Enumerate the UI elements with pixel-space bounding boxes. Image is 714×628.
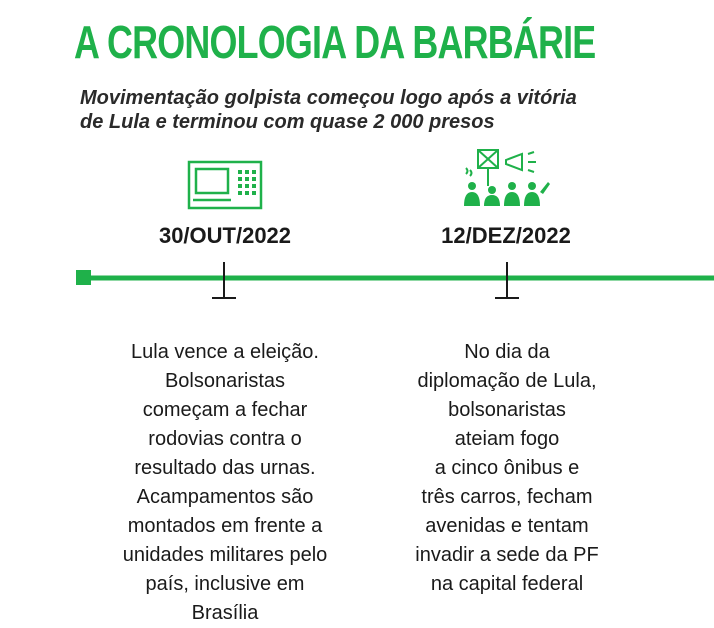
description-line: invadir a sede da PF: [415, 544, 599, 566]
description-line: três carros, fecham: [421, 486, 593, 508]
subtitle-line: de Lula e terminou com quase 2 000 presos: [80, 111, 495, 133]
event-description: [100, 338, 350, 628]
event-date: 30/OUT/2022: [158, 223, 292, 248]
description-line: Lula vence a eleição.: [131, 341, 319, 363]
event-date: 12/DEZ/2022: [441, 223, 571, 248]
description-line: rodovias contra o: [148, 428, 302, 450]
subtitle-line: Movimentação golpista começou logo após a vitória: [80, 87, 577, 109]
description-line: No dia da: [464, 341, 550, 363]
description-line: ateiam fogo: [454, 428, 560, 450]
description-line: avenidas e tentam: [425, 515, 589, 537]
description-line: Brasília: [191, 602, 259, 624]
event-description: [382, 338, 632, 599]
description-line: bolsonaristas: [448, 399, 566, 421]
description-line: unidades militares pelo: [122, 544, 328, 566]
description-line: Acampamentos são: [136, 486, 314, 508]
description-line: na capital federal: [430, 573, 584, 595]
timeline-start-marker: [76, 270, 91, 285]
description-line: país, inclusive em: [145, 573, 305, 595]
description-line: diplomação de Lula,: [417, 370, 597, 392]
description-line: montados em frente a: [127, 515, 323, 537]
description-line: a cinco ônibus e: [434, 457, 580, 479]
description-line: começam a fechar: [142, 399, 308, 421]
description-line: resultado das urnas.: [134, 457, 316, 479]
page-title: A CRONOLOGIA DA BARBÁRIE: [74, 16, 596, 68]
description-line: Bolsonaristas: [164, 370, 286, 392]
